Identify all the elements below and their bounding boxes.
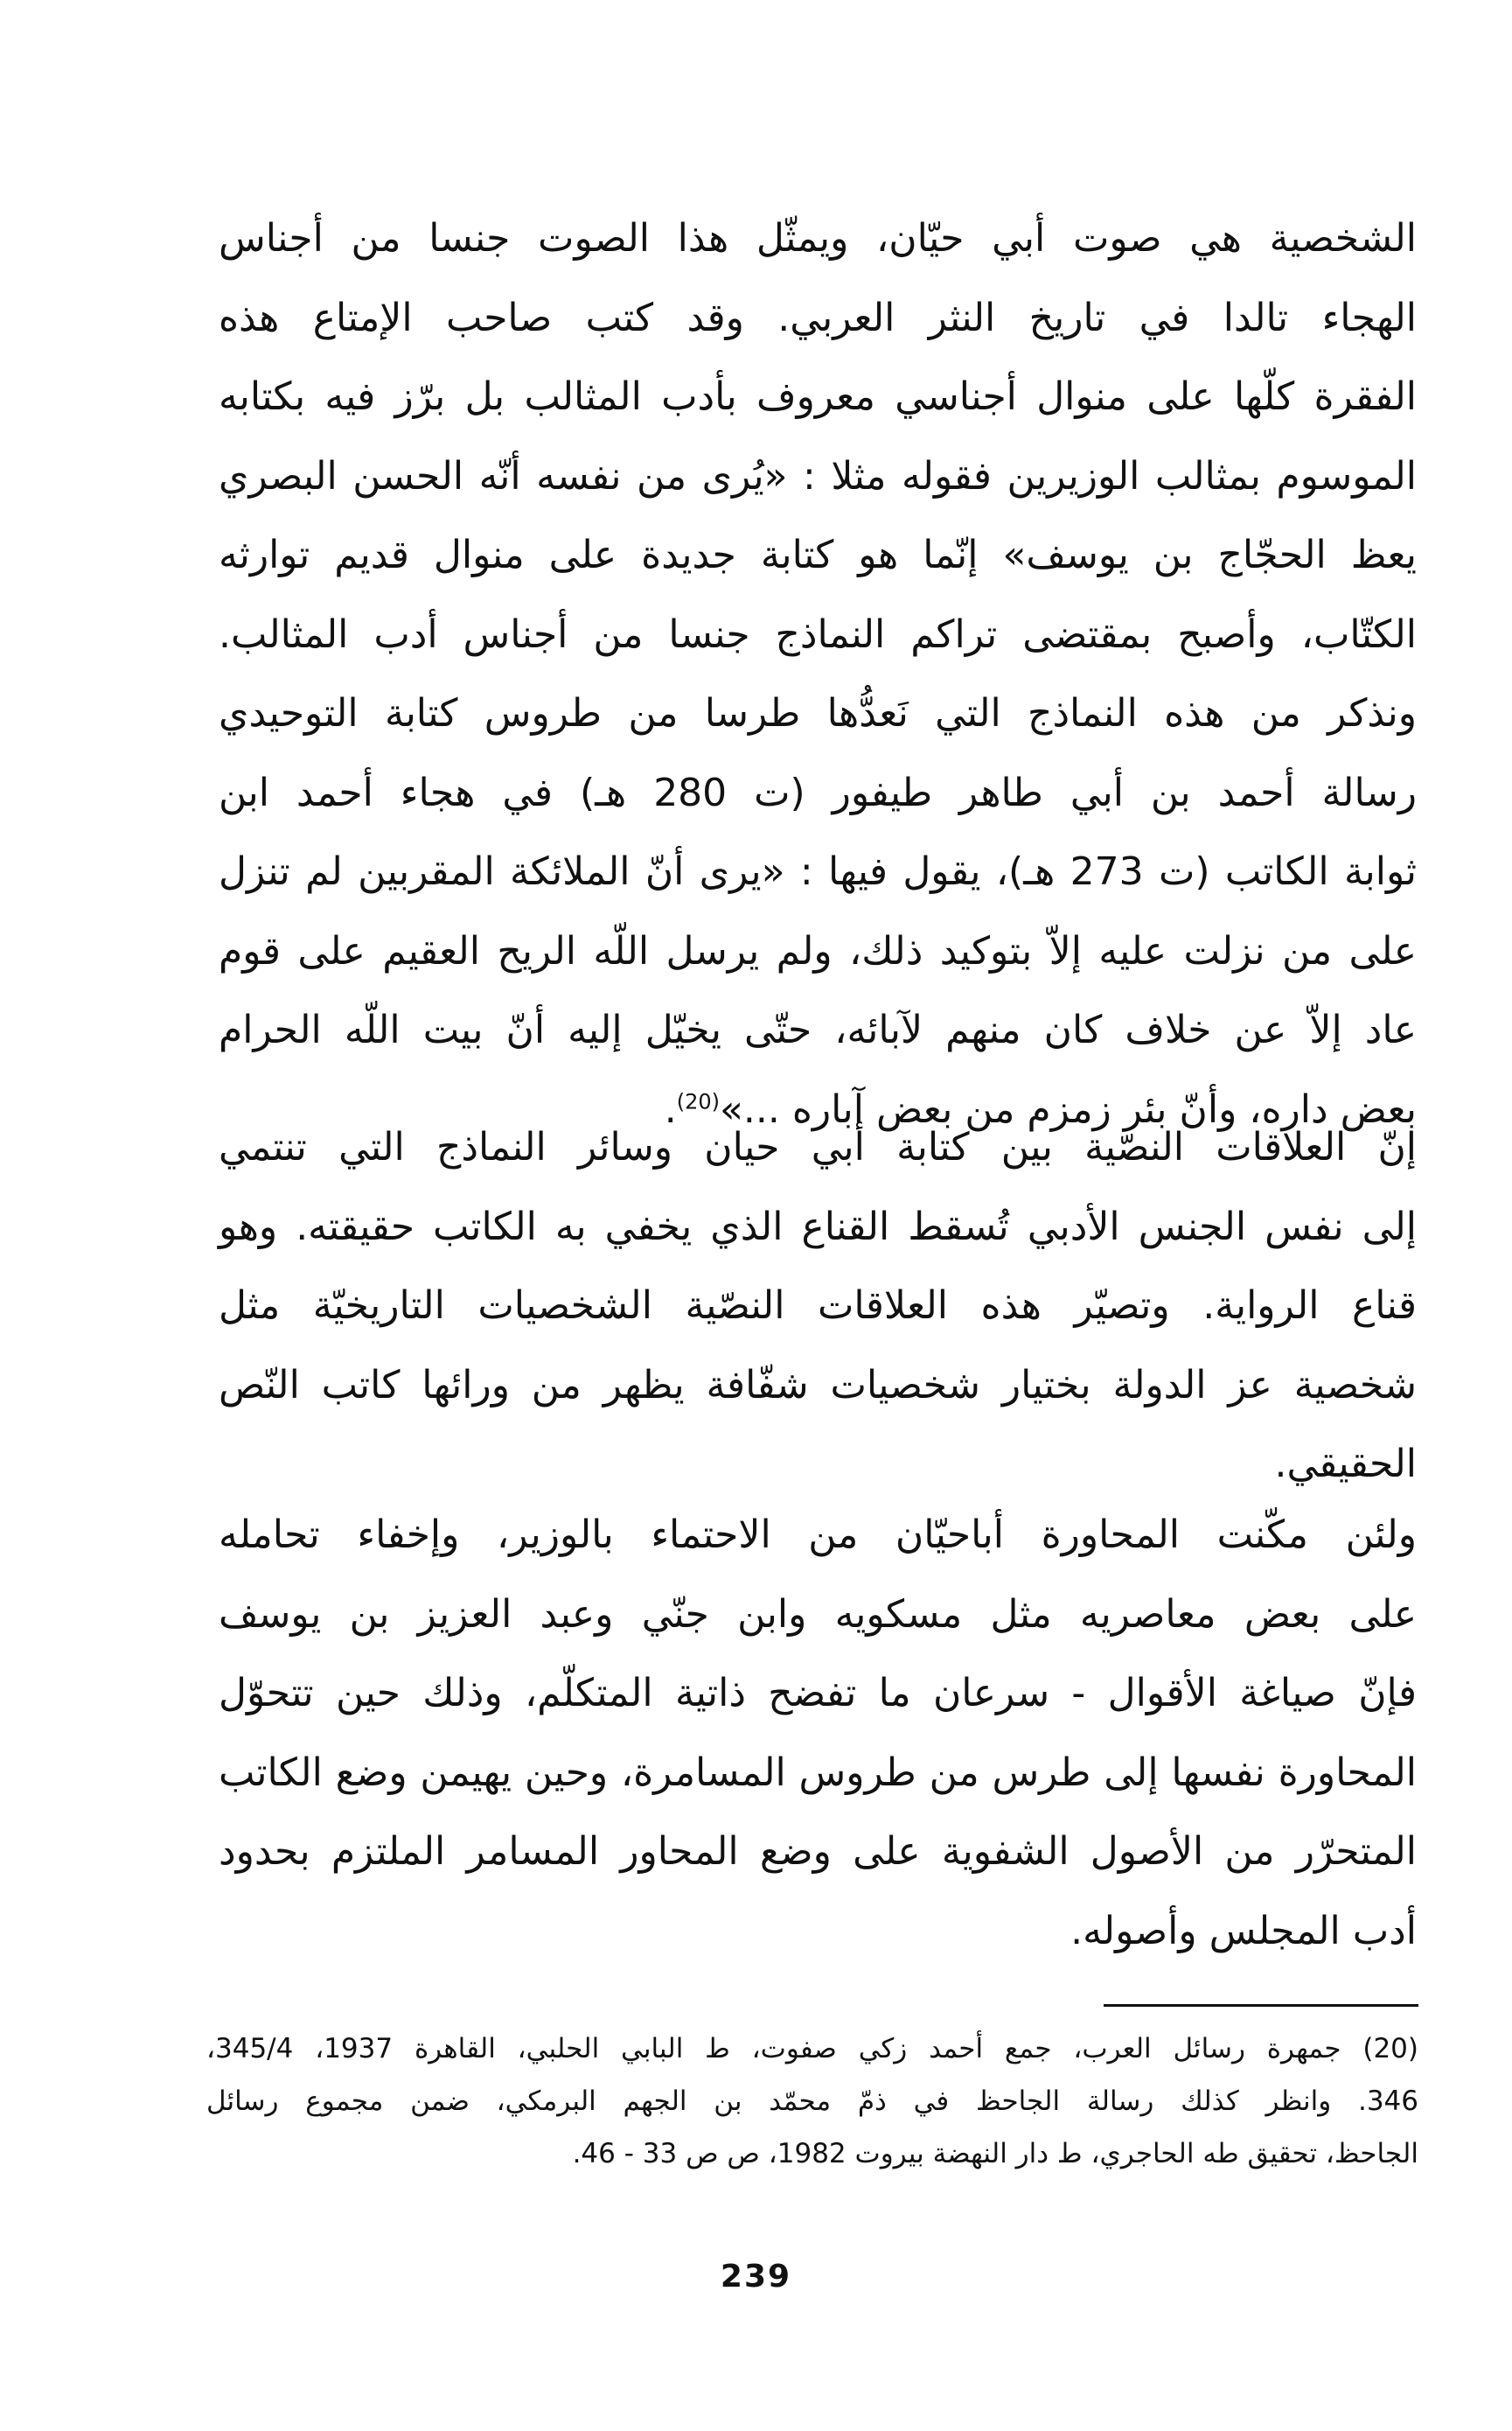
- paragraph-line: أدب المجلس وأصوله.: [1070, 1908, 1417, 1953]
- footnote-line: (20) جمهرة رسائل العرب، جمع أحمد زكي صفوت، ط البابي الحلبي، القاهرة 1937، 345/4،: [206, 2033, 1418, 2064]
- paragraph-line: عاد إلاّ عن خلاف كان منهم لآبائه، حتّى يخيّل إليه أنّ بيت اللّه الحرام: [219, 1008, 1417, 1052]
- paragraph-line: إنّ العلاقات النصّية بين كتابة أبي حيان وسائر النماذج التي تنتمي: [219, 1125, 1417, 1170]
- paragraph-line: شخصية عز الدولة بختيار شخصيات شفّافة يظهر من ورائها كاتب النّص: [219, 1362, 1417, 1408]
- paragraph-line: المحاورة نفسها إلى طرس من طروس المسامرة، وحين يهيمن وضع الكاتب: [219, 1750, 1417, 1795]
- paragraph-line: الفقرة كلّها على منوال أجناسي معروف بأدب المثالب بل برّز فيه بكتابه: [219, 374, 1417, 419]
- footnote-line: الجاحظ، تحقيق طه الحاجري، ط دار النهضة بيروت 1982، ص ص 33 - 46.: [572, 2138, 1418, 2169]
- paragraph-line: الهجاء تالدا في تاريخ النثر العربي. وقد كتب صاحب الإمتاع هذه: [219, 295, 1417, 340]
- paragraph-line: رسالة أحمد بن أبي طاهر طيفور (ت 280 هـ) في هجاء أحمد ابن: [219, 770, 1417, 815]
- paragraph-line-with-footnote: بعض داره، وأنّ بئر زمزم من بعض آباره ...»$^{(20)}$.: [664, 1086, 1417, 1132]
- paragraph-line: على من نزلت عليه إلاّ بتوكيد ذلك، ولم يرسل اللّه الريح العقيم على قوم: [219, 928, 1417, 974]
- paragraph-3: [219, 1496, 1417, 1971]
- paragraph-line: على بعض معاصريه مثل مسكويه وابن جنّي وعبد العزيز بن يوسف: [219, 1591, 1417, 1637]
- paragraph-line: ثوابة الكاتب (ت 273 هـ)، يقول فيها : «يرى أنّ الملائكة المقربين لم تنزل: [219, 849, 1417, 894]
- paragraph-line: يعظ الحجّاج بن يوسف» إنّما هو كتابة جديدة على منوال قديم توارثه: [219, 533, 1417, 577]
- footnote-line: 346. وانظر كذلك رسالة الجاحظ في ذمّ محمّد بن الجهم البرمكي، ضمن مجموع رسائل: [206, 2085, 1418, 2117]
- paragraph-line: الكتّاب، وأصبح بمقتضى تراكم النماذج جنسا من أجناس أدب المثالب.: [219, 611, 1417, 657]
- paragraph-line: المتحرّر من الأصول الشفوية على وضع المحاور المسامر الملتزم بحدود: [219, 1829, 1417, 1874]
- page-number: 239: [720, 2259, 792, 2295]
- paragraph-line: الشخصية هي صوت أبي حيّان، ويمثّل هذا الصوت جنسا من أجناس: [219, 216, 1417, 261]
- footnote-reference[interactable]: (20): [676, 1088, 720, 1114]
- paragraph-2: [219, 1108, 1417, 1505]
- footnote: [206, 2022, 1418, 2180]
- paragraph-line: الحقيقي.: [1274, 1442, 1417, 1486]
- paragraph-line: ولئن مكّنت المحاورة أباحيّان من الاحتماء بالوزير، وإخفاء تحامله: [219, 1512, 1417, 1557]
- paragraph-1: [219, 199, 1417, 1149]
- paragraph-line: فإنّ صياغة الأقوال - سرعان ما تفضح ذاتية المتكلّم، وذلك حين تتحوّل: [219, 1671, 1417, 1715]
- paragraph-line-text: بعض داره، وأنّ بئر زمزم من بعض آباره ...»: [719, 1086, 1417, 1132]
- paragraph-line: قناع الرواية. وتصيّر هذه العلاقات النصّية الشخصيات التاريخيّة مثل: [219, 1283, 1417, 1328]
- paragraph-line: الموسوم بمثالب الوزيرين فقوله مثلا : «يُرى من نفسه أنّه الحسن البصري: [219, 453, 1417, 499]
- paragraph-line: ونذكر من هذه النماذج التي نَعدُّها طرسا من طروس كتابة التوحيدي: [219, 691, 1417, 736]
- paragraph-line: إلى نفس الجنس الأدبي تُسقط القناع الذي يخفي به الكاتب حقيقته. وهو: [219, 1204, 1417, 1249]
- footnote-divider: [1104, 2004, 1418, 2007]
